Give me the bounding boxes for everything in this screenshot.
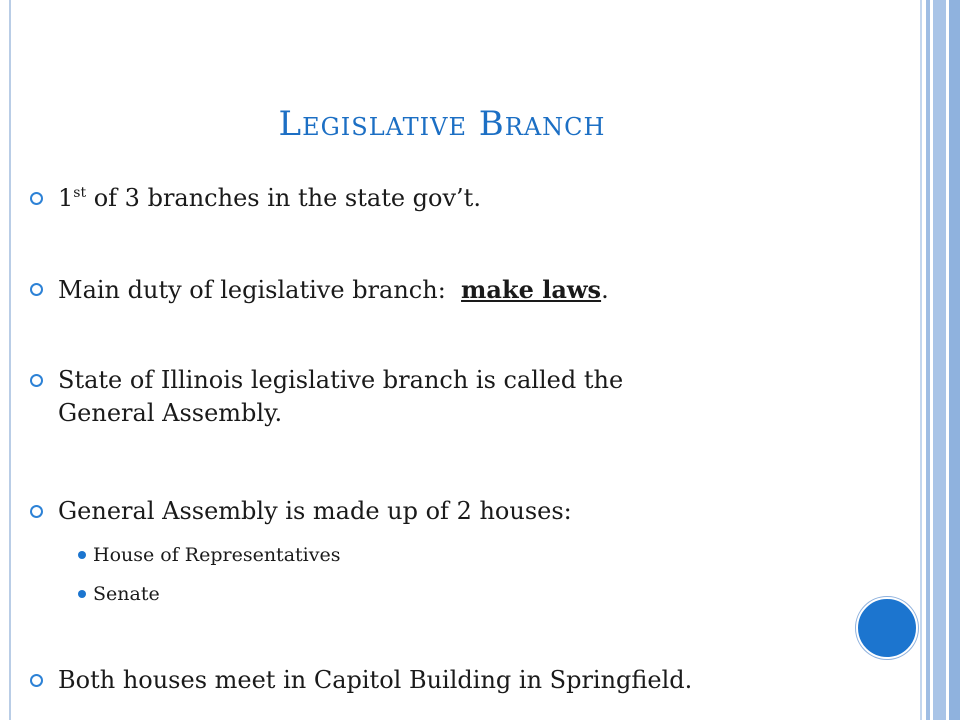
ring-bullet-icon [30, 192, 43, 205]
sub-bullet-senate [78, 582, 160, 606]
sub-bullet-text: House of Representatives [93, 544, 341, 566]
slide-title: Legislative Branch [278, 104, 606, 144]
bullet-text: Both houses meet in Capitol Building in Springfield. [58, 666, 693, 694]
ring-bullet-icon [30, 505, 43, 518]
bullet-capitol-building [30, 664, 850, 697]
bullet-text: 1st of 3 branches in the state gov’t. [58, 184, 481, 212]
dot-bullet-icon [78, 551, 86, 559]
ring-bullet-icon [30, 674, 43, 687]
right-decorative-stripes [916, 0, 960, 720]
bullet-text: Main duty of legislative branch: make laws. [58, 275, 609, 304]
sub-bullet-text: Senate [93, 583, 160, 605]
bullet-text: State of Illinois legislative branch is called the General Assembly. [58, 366, 624, 427]
ring-bullet-icon [30, 283, 43, 296]
bullet-text: General Assembly is made up of 2 houses: [58, 497, 572, 525]
bullet-general-assembly-name [30, 364, 850, 430]
bullet-main-duty [30, 273, 850, 307]
bullet-two-houses [30, 495, 850, 528]
ring-bullet-icon [30, 374, 43, 387]
decorative-circle [856, 597, 918, 659]
emphasis-make-laws: make laws [461, 275, 602, 304]
dot-bullet-icon [78, 590, 86, 598]
bullet-first-branch [30, 182, 850, 215]
sub-bullet-house [78, 543, 340, 567]
